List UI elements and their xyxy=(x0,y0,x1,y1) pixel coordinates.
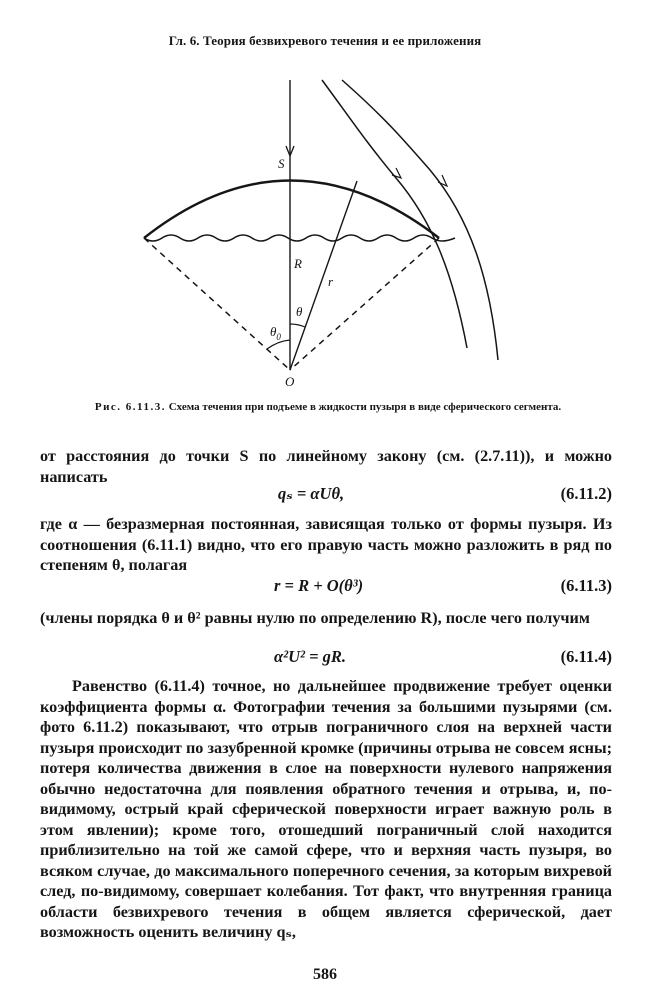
running-header: Гл. 6. Теория безвихревого течения и ее приложения xyxy=(168,33,482,48)
streamline-arrow-2 xyxy=(438,175,447,186)
bubble-wavy-edge xyxy=(144,235,455,241)
label-R: R xyxy=(294,256,302,271)
streamline-arrow-1 xyxy=(392,168,401,178)
figure-caption xyxy=(58,401,598,413)
dashed-radius-right xyxy=(290,238,439,370)
equation-number: (6.11.4) xyxy=(560,647,612,666)
radius-r xyxy=(290,181,357,370)
paragraph-4: Равенство (6.11.4) точное, но дальнейшее продвижение требует оценки коэффициента формы α. Фотографии течения за большими пузырями (см. фото 6.11.2) показывают, что отрыв пограничного слоя на верхней части пузыря происходит по зазубренной кромке (причины отрыва не совсем ясны; потеря количества движения в слое на поверхности нулевого напряжения обычно недостаточна для появления обратного течения и отрыва, и, по-видимому, острый край сферической поверхности играет важную роль в этом явлении); кроме того, отошедший пограничный слой находится приблизительно на той же самой сфере, что и верхняя часть пузыря, во всяком случае, до максимального поперечного сечения, за которым вихревой след, по-видимому, совершает колебания. Тот факт, что внутренняя граница области безвихревого течения в общем является сферической, дает возможность оценить величину qₛ, xyxy=(40,677,612,941)
page-number: 586 xyxy=(313,966,337,983)
angle-theta-arc xyxy=(290,324,305,327)
label-theta0: $\theta_0$ xyxy=(270,324,281,342)
label-O: O xyxy=(285,374,295,389)
equation-number: (6.11.3) xyxy=(560,576,612,595)
equation-formula: qₛ = αUθ, xyxy=(278,484,345,503)
paragraph-2: где α — безразмерная постоянная, зависящая только от формы пузыря. Из соотношения (6.11.1) видно, что его правую часть можно разложить в ряд по степеням θ, полагая xyxy=(40,515,612,574)
bubble-flow-diagram xyxy=(130,78,510,390)
equation-6-11-4 xyxy=(40,647,612,669)
label-theta: θ xyxy=(296,304,303,319)
streamline-inner xyxy=(322,80,467,348)
paragraph-3: (члены порядка θ и θ² равны нулю по определению R), после чего получим xyxy=(40,609,590,627)
bubble-cap-arc xyxy=(144,181,439,239)
equation-formula: r = R + O(θ³) xyxy=(274,576,364,595)
label-r: r xyxy=(328,274,334,289)
caption-label: Рис. 6.11.3. xyxy=(94,401,166,413)
equation-formula: α²U² = gR. xyxy=(274,647,346,666)
label-S: S xyxy=(278,156,285,171)
equation-number: (6.11.2) xyxy=(560,484,612,503)
dashed-radius-left xyxy=(144,238,290,370)
caption-text: Схема течения при подъеме в жидкости пузыря в виде сферического сегмента. xyxy=(168,401,562,413)
streamline-outer xyxy=(342,80,498,360)
equation-6-11-3 xyxy=(40,576,612,598)
equation-6-11-2 xyxy=(40,484,612,506)
paragraph-1: от расстояния до точки S по линейному закону (см. (2.7.11)), и можно написать xyxy=(40,447,612,486)
